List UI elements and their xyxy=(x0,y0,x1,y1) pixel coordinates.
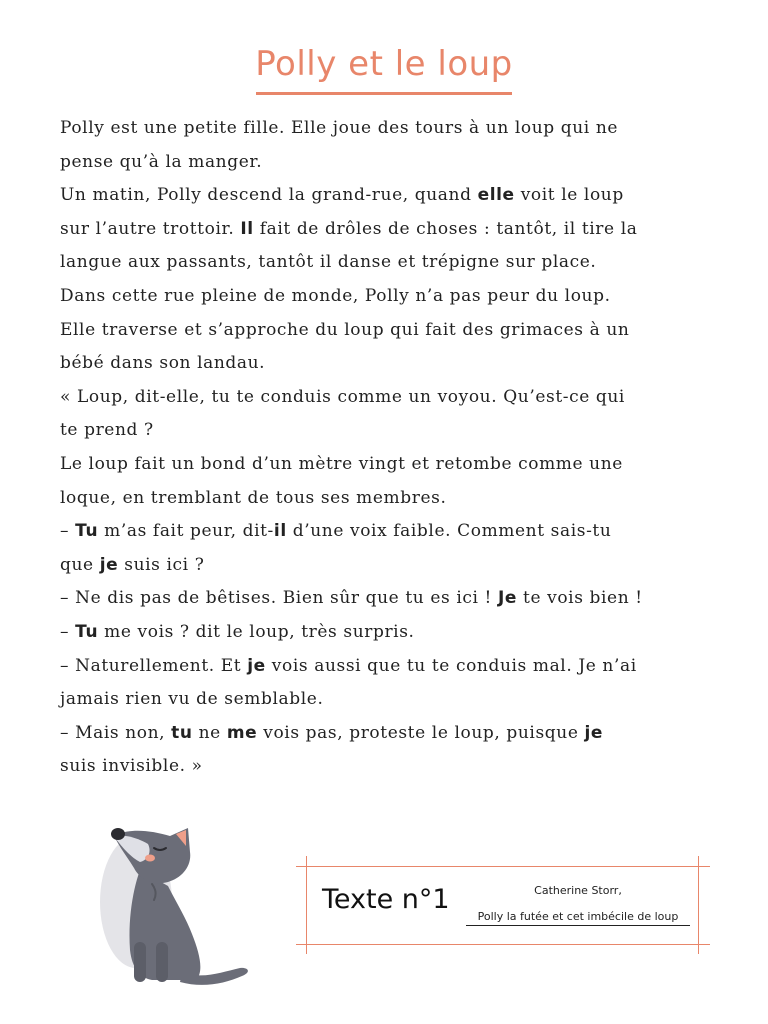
story-segment: suis ici ? xyxy=(118,554,205,575)
story-segment: Elle traverse et s’approche du loup qui fait des grimaces à un xyxy=(60,319,630,340)
story-segment: te vois bien ! xyxy=(517,588,643,609)
story-line xyxy=(60,213,720,247)
story-line xyxy=(60,650,720,684)
story-segment: fait de drôles de choses : tantôt, il tire la xyxy=(253,218,638,239)
story-line xyxy=(60,179,720,213)
story-line xyxy=(60,582,720,616)
story-segment: – xyxy=(60,621,76,642)
story-segment: me vois ? dit le loup, très surpris. xyxy=(98,621,415,642)
book-title: Polly la futée et cet imbécile de loup xyxy=(466,910,690,926)
story-text xyxy=(60,112,720,784)
story-segment: suis invisible. » xyxy=(60,756,203,777)
emphasized-pronoun: Il xyxy=(240,218,254,239)
story-line xyxy=(60,280,720,314)
story-segment: m’as fait peur, dit- xyxy=(98,521,274,542)
story-segment: Un matin, Polly descend la grand-rue, quand xyxy=(60,185,478,206)
story-line xyxy=(60,549,720,583)
story-line xyxy=(60,683,720,717)
story-segment: ne xyxy=(192,722,227,743)
story-line xyxy=(60,146,720,180)
emphasized-pronoun: elle xyxy=(477,185,515,206)
emphasized-pronoun: je xyxy=(584,722,604,743)
text-number-label: Texte n°1 xyxy=(322,884,450,915)
story-line xyxy=(60,246,720,280)
story-line xyxy=(60,347,720,381)
emphasized-pronoun: tu xyxy=(171,722,193,743)
story-segment: – Mais non, xyxy=(60,722,172,743)
emphasized-pronoun: il xyxy=(273,521,287,542)
emphasized-pronoun: me xyxy=(226,722,258,743)
story-line xyxy=(60,414,720,448)
story-segment: bébé dans son landau. xyxy=(60,353,266,374)
emphasized-pronoun: Je xyxy=(497,588,518,609)
story-segment: jamais rien vu de semblable. xyxy=(60,689,324,710)
emphasized-pronoun: je xyxy=(99,554,119,575)
story-segment: Dans cette rue pleine de monde, Polly n’a pas peur du loup. xyxy=(60,285,611,306)
story-segment: te prend ? xyxy=(60,420,154,441)
wolf-illustration xyxy=(92,822,262,992)
story-segment: Le loup fait un bond d’un mètre vingt et retombe comme une xyxy=(60,453,623,474)
story-line xyxy=(60,448,720,482)
story-line xyxy=(60,381,720,415)
story-segment: – xyxy=(60,521,76,542)
story-line xyxy=(60,112,720,146)
emphasized-pronoun: Tu xyxy=(75,521,99,542)
title-underline xyxy=(256,92,512,95)
story-segment: d’une voix faible. Comment sais-tu xyxy=(286,521,612,542)
story-segment: vois pas, proteste le loup, puisque xyxy=(257,722,585,743)
emphasized-pronoun: Tu xyxy=(75,621,99,642)
story-segment: – Ne dis pas de bêtises. Bien sûr que tu es ici ! xyxy=(60,588,498,609)
author-name: Catherine Storr, xyxy=(534,884,622,897)
story-segment: « Loup, dit-elle, tu te conduis comme un voyou. Qu’est-ce qui xyxy=(60,386,625,407)
emphasized-pronoun: je xyxy=(247,655,266,676)
story-line xyxy=(60,717,720,751)
story-segment: vois aussi que tu te conduis mal. Je n’ai xyxy=(265,655,637,676)
story-segment: que xyxy=(60,554,100,575)
story-segment: langue aux passants, tantôt il danse et trépigne sur place. xyxy=(60,252,597,273)
story-line xyxy=(60,515,720,549)
story-segment: pense qu’à la manger. xyxy=(60,151,263,172)
story-segment: – Naturellement. Et xyxy=(60,655,248,676)
story-line xyxy=(60,616,720,650)
story-line xyxy=(60,750,720,784)
story-segment: sur l’autre trottoir. xyxy=(60,218,241,239)
page-title: Polly et le loup xyxy=(255,44,513,84)
story-line xyxy=(60,482,720,516)
story-line xyxy=(60,314,720,348)
story-segment: voit le loup xyxy=(514,185,624,206)
story-segment: loque, en tremblant de tous ses membres. xyxy=(60,487,447,508)
story-segment: Polly est une petite fille. Elle joue des tours à un loup qui ne xyxy=(60,118,619,138)
